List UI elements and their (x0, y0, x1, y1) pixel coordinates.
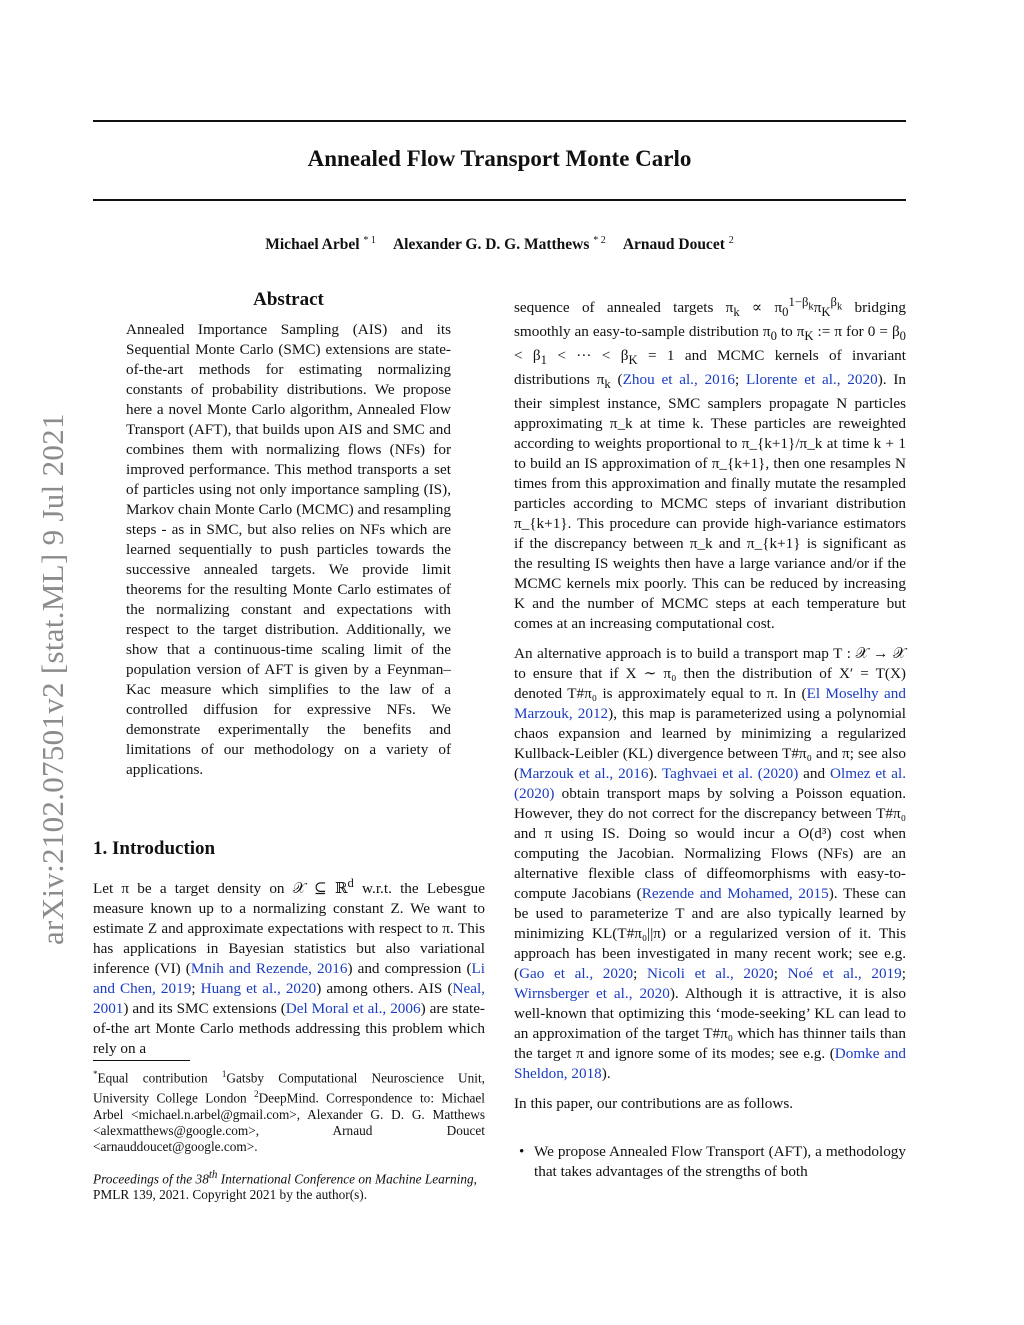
right-column (514, 292, 906, 1124)
paper-title: Annealed Flow Transport Monte Carlo (307, 146, 692, 171)
citation-link[interactable]: Domke and Sheldon, 2018 (514, 1045, 907, 1083)
author-name: Michael Arbel (265, 236, 360, 254)
author-name: Alexander G. D. G. Matthews (392, 236, 590, 254)
citation-link[interactable]: Gao et al., 2020 (519, 965, 634, 983)
citation-link[interactable]: Olmez et al. (2020) (514, 765, 906, 803)
citation-link[interactable]: Rezende and Mohamed, 2015 (641, 885, 829, 903)
citation-link[interactable]: Neal, 2001 (93, 980, 485, 1018)
citation-link[interactable]: Zhou et al., 2016 (622, 371, 735, 389)
title-top-rule (93, 120, 906, 122)
citation-link[interactable]: Li and Chen, 2019 (93, 960, 486, 998)
contribution-bullet (514, 1142, 906, 1182)
author-affiliation: * 2 (593, 235, 606, 246)
author-affiliation: * 1 (363, 235, 376, 246)
right-paragraph-1: sequence of annealed targets $\pi_k \propto \pi_0^{1-\beta_k}\pi_K^{\beta_k}$ bridging smoothly an easy-to-sample distribution $\pi_0$ to $\pi_K$ := π for $0 = \beta_0 < \beta_1$ < ··· < $\beta_K = 1$ and MCMC kernels of invariant distributions $\pi_k$ (Zhou et al., 2016; Llorente et al., 2020). In their simplest instance, SMC samplers propagate N particles approximating π_k at time k. These particles are reweighted according to weights proportional to π_{k+1}/π_k at time k + 1 to build an IS approximation of π_{k+1}, then one resamples N times from this approximation and finally mutate the resampled particles according to MCMC steps of invariant distribution π_{k+1}. This procedure can provide high-variance estimators if the discrepancy between π_k and π_{k+1} is significant as the resulting IS weights then have a large variance and/or if the MCMC kernels mix poorly. This can be reduced by increasing K and the number of MCMC steps at each temperature but comes at an increasing computational cost. (514, 295, 906, 633)
citation-link[interactable]: Nicoli et al., 2020 (647, 965, 774, 983)
bullet-text: We propose Annealed Flow Transport (AFT), a methodology that takes advantages of the strengths of both (534, 1143, 906, 1180)
citation-link[interactable]: Noé et al., 2019 (787, 965, 902, 983)
citation-link[interactable]: Mnih and Rezende, 2016 (190, 960, 348, 978)
citation-link[interactable]: Huang et al., 2020 (200, 980, 317, 998)
citation-link[interactable]: El Moselhy and Marzouk, 2012 (514, 685, 906, 723)
author-line (93, 235, 906, 254)
right-paragraph-2: An alternative approach is to build a transport map T : 𝒳 → 𝒳 to ensure that if X ∼ π₀ then the distribution of X′ = T(X) denoted T#π₀ is approximately equal to π. In (El Moselhy and Marzouk, 2012), this map is parameterized using a polynomial chaos expansion and learned by minimizing a regularized Kullback-Leibler (KL) divergence between T#π₀ and π; see also (Marzouk et al., 2016). Taghvaei et al. (2020) and Olmez et al. (2020) obtain transport maps by solving a Poisson equation. However, they do not correct for the discrepancy between T#π₀ and π using IS. Doing so would incur a O(d³) cost when computing the Jacobian. Normalizing Flows (NFs) are an alternative flexible class of diffeomorphisms with easy-to-compute Jacobians (Rezende and Mohamed, 2015). These can be used to parameterize T and are also typically learned by minimizing KL(T#π₀||π) or a regularized version of it. This approach has been investigated in many recent work; see e.g. (Gao et al., 2020; Nicoli et al., 2020; Noé et al., 2019; Wirnsberger et al., 2020). Although it is attractive, it is also well-known that optimizing this ‘mode-seeking’ KL can lead to an approximation of the target T#π₀ which has thinner tails than the target π and ignore some of its modes; see e.g. (Domke and Sheldon, 2018). (514, 645, 907, 1083)
title-bottom-rule (93, 199, 906, 201)
footnote: *Equal contribution $^1$Gatsby Computational Neuroscience Unit, University College London $^2$DeepMind. Correspondence to: Michael Arbel <michael.n.arbel@gmail.com>, Alexander G. D. G. Matthews <alexmatthews@google.com>, Arnaud Doucet <arnauddoucet@google.com>. (93, 1069, 485, 1154)
citation-link[interactable]: Llorente et al., 2020 (745, 371, 878, 389)
citation-link[interactable]: Marzouk et al., 2016 (519, 765, 649, 783)
arxiv-stamp: arXiv:2102.07501v2 [stat.ML] 9 Jul 2021 (35, 413, 70, 945)
right-paragraph-3: In this paper, our contributions are as follows. (514, 1095, 794, 1113)
intro-paragraph: Let π be a target density on 𝒳 ⊆ ℝ$^d$ w.r.t. the Lebesgue measure known up to a normalizing constant Z. We want to estimate Z and approximate expectations with respect to π. This has applications in Bayesian statistics but also variational inference (VI) (Mnih and Rezende, 2016) and compression (Li and Chen, 2019; Huang et al., 2020) among others. AIS (Neal, 2001) and its SMC extensions (Del Moral et al., 2006) are state-of-the art Monte Carlo methods addressing this problem which rely on a (93, 876, 486, 1058)
bullet-marker: • (519, 1143, 525, 1160)
citation-link[interactable]: Wirnsberger et al., 2020 (514, 985, 670, 1003)
footnote-rule (93, 1060, 190, 1061)
citation-link[interactable]: Del Moral et al., 2006 (285, 1000, 421, 1018)
citation-link[interactable]: Taghvaei et al. (2020) (661, 765, 799, 783)
author-affiliation: 2 (728, 235, 734, 246)
section-heading-introduction: 1. Introduction (93, 838, 216, 859)
author-name: Arnaud Doucet (622, 236, 725, 254)
abstract-heading: Abstract (253, 289, 324, 310)
abstract-body: Annealed Importance Sampling (AIS) and its Sequential Monte Carlo (SMC) extensions are state-of-the-art methods for estimating normalizing constants of probability distributions. We propose here a novel Monte Carlo algorithm, Annealed Flow Transport (AFT), that builds upon AIS and SMC and combines them with normalizing flows (NFs) for improved performance. This method transports a set of particles using not only importance sampling (IS), Markov chain Monte Carlo (MCMC) and resampling steps - as in SMC, but also relies on NFs which are learned sequentially to push particles towards the successive annealed targets. We provide limit theorems for the resulting Monte Carlo estimates of the normalizing constant and expectations with respect to the target distribution. Additionally, we show that a continuous-time scaling limit of the population version of AFT is given by a Feynman–Kac measure which simplifies to the law of a controlled diffusion for expressive NFs. We demonstrate experimentally the benefits and limitations of our methodology on a variety of applications. (126, 321, 451, 778)
proceedings-note: Proceedings of the 38th International Conference on Machine Learning, PMLR 139, 2021. Copyright 2021 by the author(s). (93, 1169, 477, 1203)
